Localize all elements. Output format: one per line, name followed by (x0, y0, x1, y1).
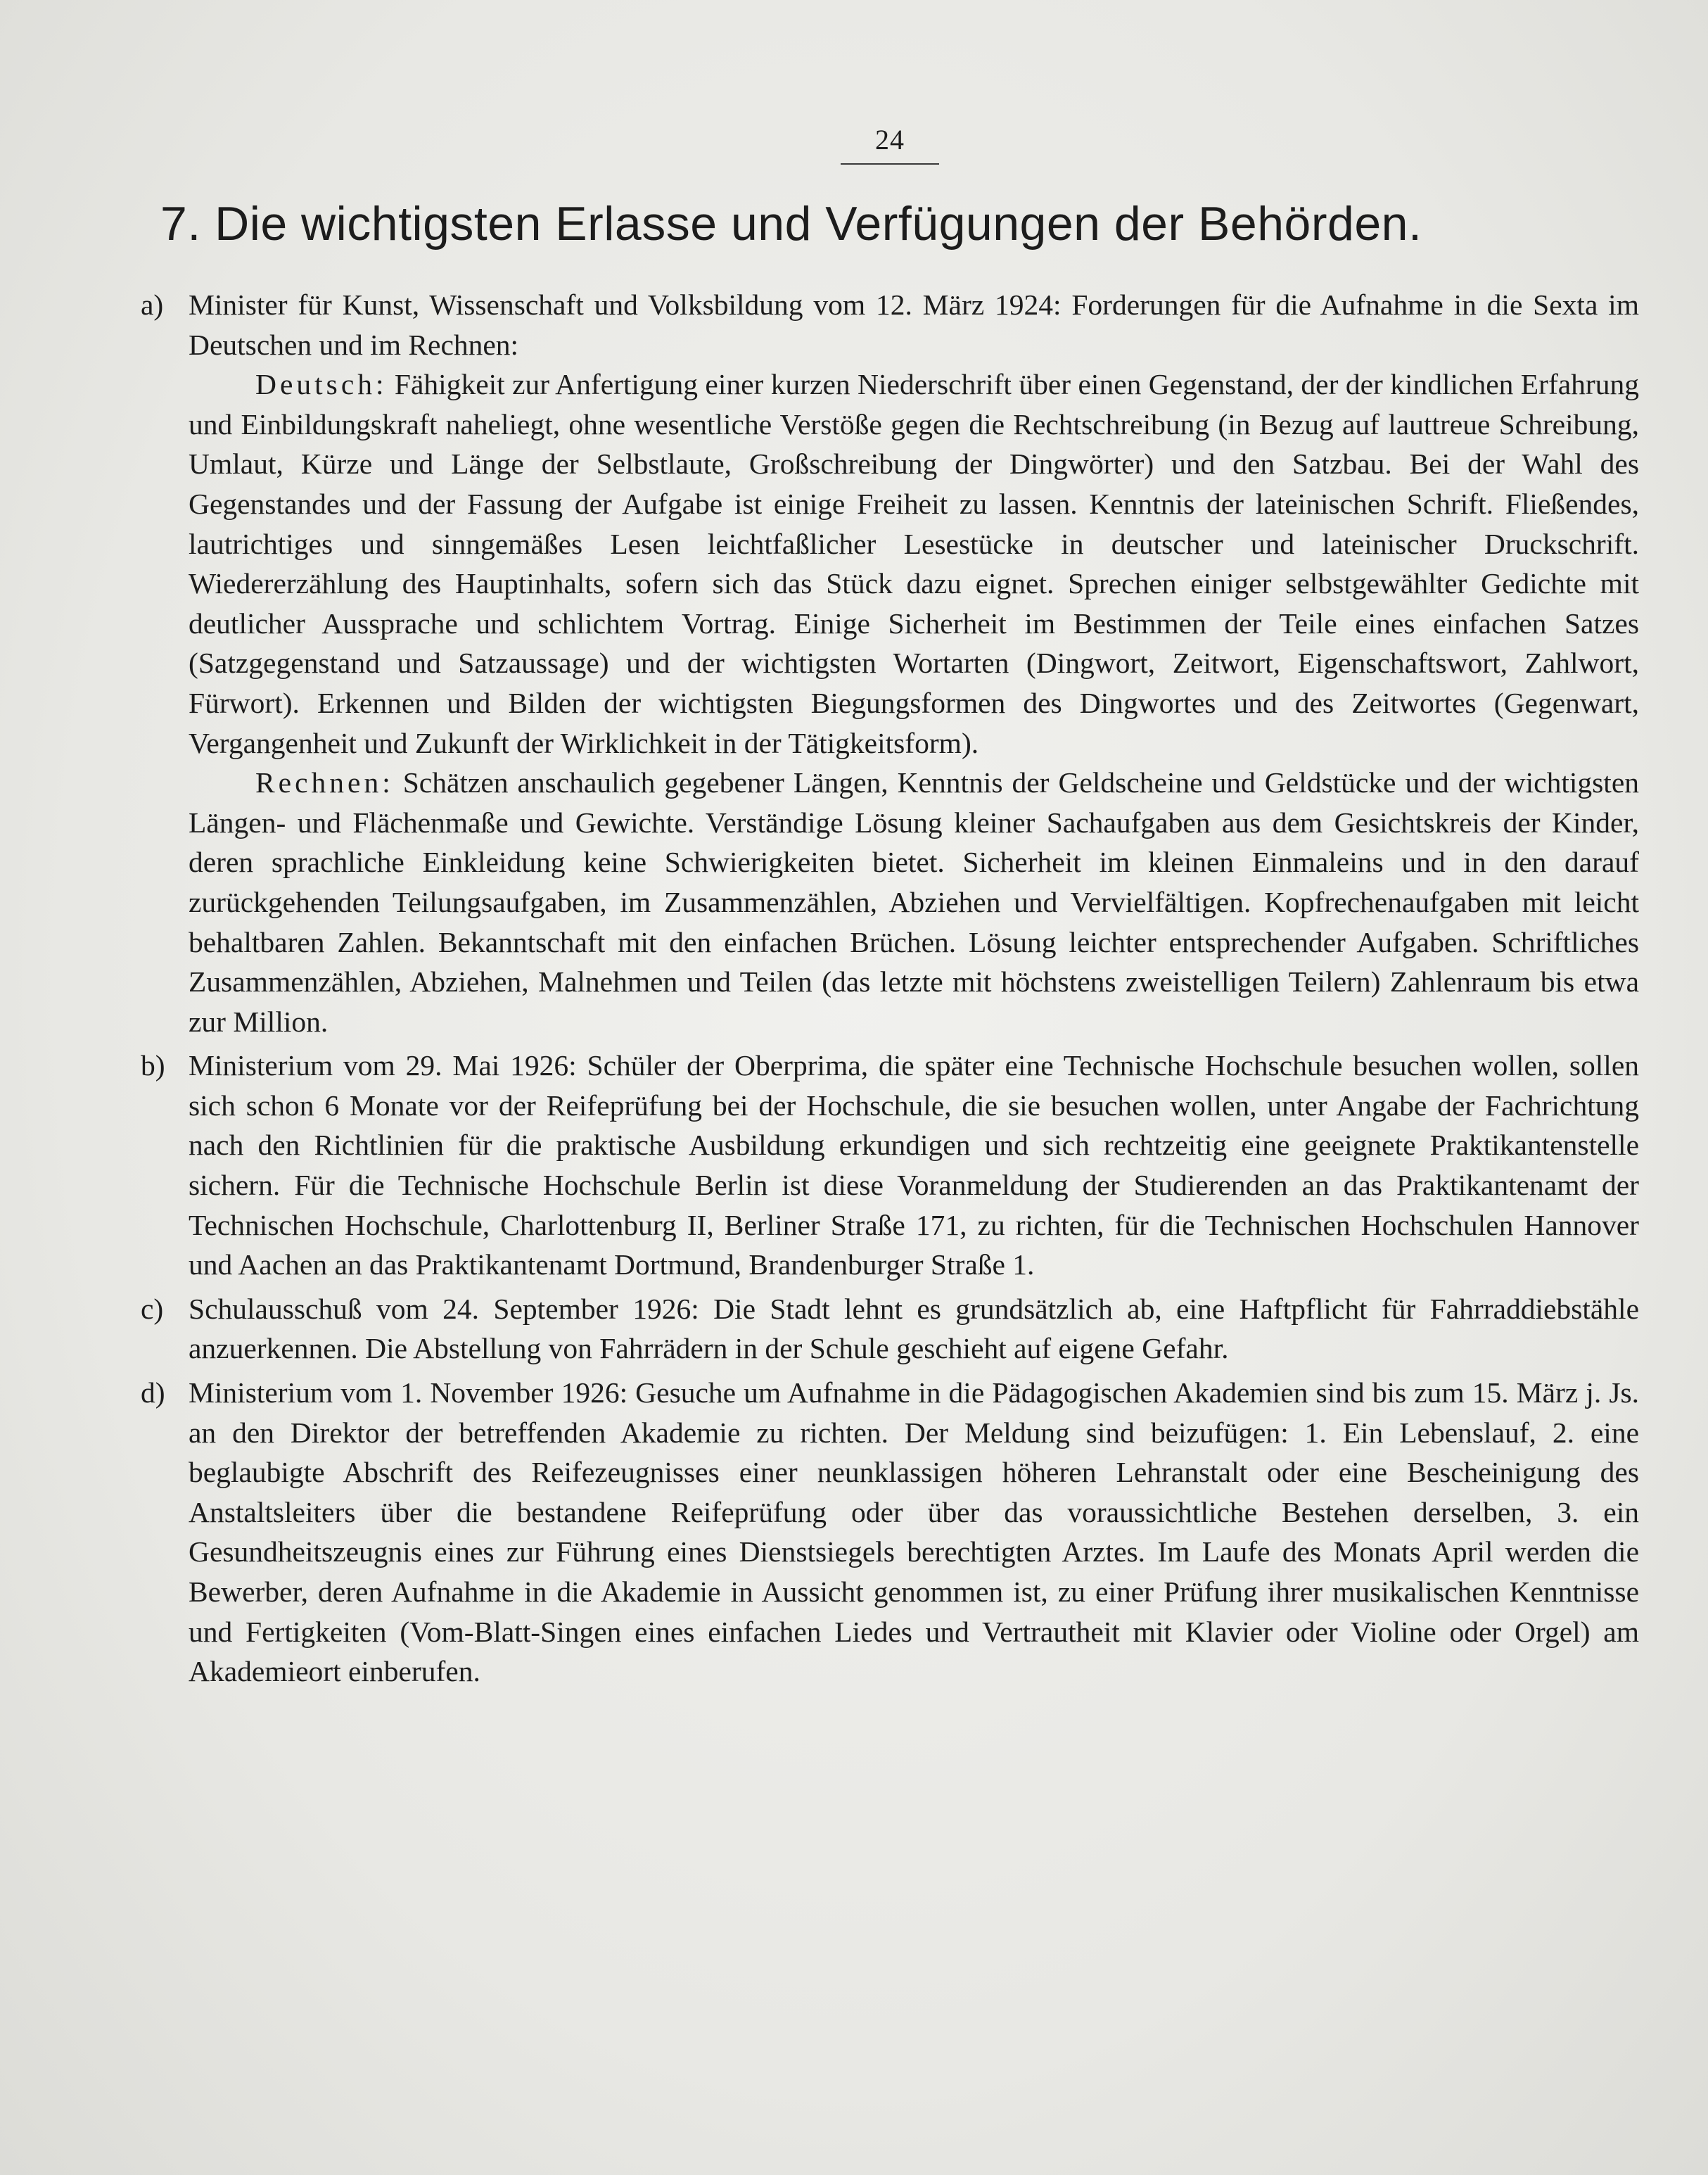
subsection-text: Fähigkeit zur Anfertigung einer kurzen Niederschrift über einen Gegenstand, der der kindlichen Erfahrung und Einbildungskraft naheliegt, ohne wesentliche Verstöße gegen die Rechtschreibung (in Bezug auf lauttreue Schreibung, Umlaut, Kürze und Länge der Selbstlaute, Großschreibung der Dingwörter) und den Satzbau. Bei der Wahl des Gegenstandes und der Fassung der Aufgabe ist einige Freiheit zu lassen. Kenntnis der lateinischen Schrift. Fließendes, lautrichtiges und sinngemäßes Lesen leichtfaßlicher Lesestücke in deutscher und lateinischer Druckschrift. Wiedererzählung des Hauptinhalts, sofern sich das Stück dazu eignet. Sprechen einiger selbstgewählter Gedichte mit deutlicher Aussprache und schlichtem Vortrag. Einige Sicherheit im Bestimmen der Teile eines einfachen Satzes (Satzgegenstand und Satzaussage) und der wichtigsten Wortarten (Dingwort, Zeitwort, Eigenschaftswort, Zahlwort, Fürwort). Erkennen und Bilden der wichtigsten Biegungsformen des Dingwortes und des Zeitwortes (Gegenwart, Vergangenheit und Zukunft der Wirklichkeit in der Tätigkeitsform). (189, 368, 1639, 759)
body-text (141, 285, 1639, 1696)
entry-marker: b) (141, 1049, 165, 1082)
entry-marker: c) (141, 1292, 164, 1325)
entry-a (141, 285, 1639, 1041)
entry-intro: Minister für Kunst, Wissenschaft und Volksbildung vom 12. März 1924: Forderungen für die Aufnahme in die Sexta im Deutschen und im Rechnen: (189, 288, 1639, 361)
entry-b (141, 1046, 1639, 1285)
entry-text: Ministerium vom 1. November 1926: Gesuche um Aufnahme in die Pädagogischen Akademien sind bis zum 15. März j. Js. an den Direktor der betreffenden Akademie zu richten. Der Meldung sind beizufügen: 1. Ein Lebenslauf, 2. eine beglaubigte Abschrift des Reifezeugnisses einer neunklassigen höheren Lehranstalt oder eine Bescheinigung des Anstaltsleiters über die bestandene Reifeprüfung oder über das voraussichtliche Bestehen derselben, 3. ein Gesundheitszeugnis eines zur Führung eines Dienstsiegels berechtigten Arztes. Im Laufe des Monats April werden die Bewerber, deren Aufnahme in die Akademie in Aussicht genommen ist, zu einer Prüfung ihrer musikalischen Kenntnisse und Fertigkeiten (Vom-Blatt-Singen eines einfachen Liedes und Vertrautheit mit Klavier oder Violine oder Orgel) am Akademieort einberufen. (189, 1376, 1639, 1688)
entry-text: Schulausschuß vom 24. September 1926: Die Stadt lehnt es grundsätzlich ab, eine Haftpflicht für Fahrraddiebstähle anzuerkennen. Die Abstellung von Fahrrädern in der Schule geschieht auf eigene Gefahr. (189, 1292, 1639, 1365)
entry-marker: d) (141, 1376, 165, 1409)
page-number: 24 (875, 124, 905, 156)
entry-text: Ministerium vom 29. Mai 1926: Schüler der Oberprima, die später eine Technische Hochschule besuchen wollen, sollen sich schon 6 Monate vor der Reifeprüfung bei der Hochschule, die sie besuchen wollen, unter Angabe der Fachrichtung nach den Richtlinien für die praktische Ausbildung erkundigen und sich rechtzeitig eine geeignete Praktikantenstelle sichern. Für die Technische Hochschule Berlin ist diese Voranmeldung der Studierenden an das Praktikantenamt der Technischen Hochschule, Charlottenburg II, Berliner Straße 171, zu richten, für die Technischen Hochschulen Hannover und Aachen an das Praktikantenamt Dortmund, Brandenburger Straße 1. (189, 1049, 1639, 1281)
subsection-term: Deutsch: (255, 368, 388, 401)
subsection-text: Schätzen anschaulich gegebener Längen, Kenntnis der Geldscheine und Geldstücke und der wichtigsten Längen- und Flächenmaße und Gewichte. Verständige Lösung kleiner Sachaufgaben aus dem Gesichtskreis der Kinder, deren sprachliche Einkleidung keine Schwierigkeiten bietet. Sicherheit im kleinen Einmaleins und in den darauf zurückgehenden Teilungsaufgaben, im Zusammenzählen, Abziehen und Vervielfältigen. Kopfrechenaufgaben mit leicht behaltbaren Zahlen. Bekanntschaft mit den einfachen Brüchen. Lösung leichter entsprechender Aufgaben. Schriftliches Zusammenzählen, Abziehen, Malnehmen und Teilen (das letzte mit höchstens zweistelligen Teilern) Zahlenraum bis etwa zur Million. (189, 766, 1639, 1038)
subsection-deutsch (189, 364, 1639, 763)
section-heading: 7. Die wichtigsten Erlasse und Verfügungen der Behörden. (160, 197, 1422, 251)
entry-marker: a) (141, 288, 164, 321)
entry-c (141, 1289, 1639, 1369)
subsection-term: Rechnen: (255, 766, 394, 799)
entry-d (141, 1373, 1639, 1692)
page-number-rule (841, 163, 939, 165)
subsection-rechnen (189, 763, 1639, 1041)
